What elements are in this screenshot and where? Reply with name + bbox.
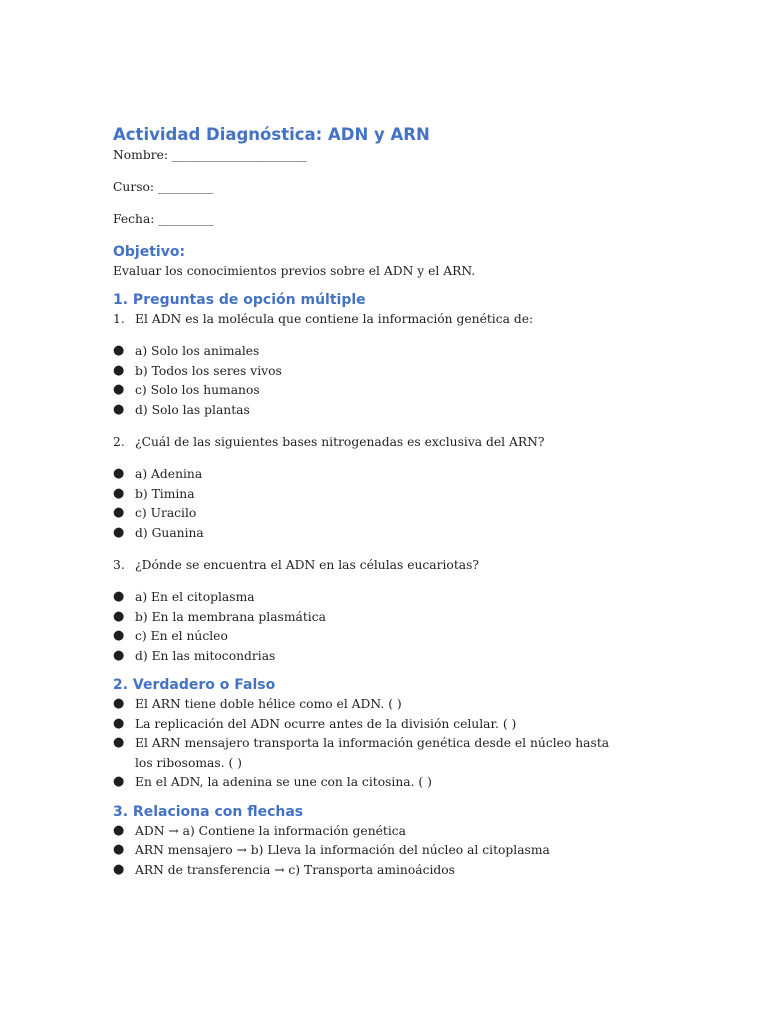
field-fecha: Fecha: _________ [113,212,214,226]
list-item [113,822,713,842]
list-item [113,381,713,401]
match-list [113,822,713,881]
statement-text: En el ADN, la adenina se une con la citosina. ( ) [135,775,432,789]
bullet-icon: ● [113,696,125,711]
bullet-icon: ● [113,362,125,378]
bullet-icon: ● [113,505,125,520]
list-item [113,504,713,524]
options-list-3 [113,588,713,666]
option-text: b) Timina [135,486,195,501]
bullet-icon: ● [113,842,125,857]
field-curso: Curso: _________ [113,180,214,194]
bullet-icon: ● [113,647,125,663]
statement-text: El ARN tiene doble hélice como el ADN. ( ) [135,697,402,711]
bullet-icon: ● [113,861,125,877]
bullet-icon: ● [113,608,125,624]
list-item [113,485,713,505]
list-item [113,465,713,485]
list-item [113,524,713,544]
statement-text: El ARN mensajero transporta la información genética desde el núcleo hasta los ribosomas. ( ) [135,736,610,770]
list-item [113,715,713,735]
list-item [113,861,713,881]
option-text: d) En las mitocondrias [135,648,276,663]
list-item [113,588,713,608]
option-text: b) Todos los seres vivos [135,363,282,378]
objetivo-text: Evaluar los conocimientos previos sobre el ADN y el ARN. [113,264,476,278]
question-text: ¿Dónde se encuentra el ADN en las células eucariotas? [135,558,480,572]
bullet-icon: ● [113,628,125,643]
statement-text: La replicación del ADN ocurre antes de la división celular. ( ) [135,716,517,731]
question-number: 2. [113,435,125,449]
list-item [113,342,713,362]
list-item [113,773,713,793]
bullet-icon: ● [113,485,125,501]
option-text: a) Solo los animales [135,344,260,358]
list-item [113,695,713,715]
question-1 [113,310,713,329]
bullet-icon: ● [113,735,125,750]
page-title: Actividad Diagnóstica: ADN y ARN [113,125,430,144]
document-content [113,124,713,880]
option-text: d) Guanina [135,525,204,540]
option-text: a) En el citoplasma [135,590,255,604]
bullet-icon: ● [113,524,125,540]
option-text: c) Uracilo [135,506,197,520]
option-text: c) En el núcleo [135,629,228,643]
field-nombre: Nombre: ______________________ [113,148,308,162]
question-text: ¿Cuál de las siguientes bases nitrogenadas es exclusiva del ARN? [135,435,545,449]
list-item [113,627,713,647]
option-text: c) Solo los humanos [135,383,260,397]
option-text: d) Solo las plantas [135,402,250,417]
question-2 [113,433,713,452]
option-text: a) Adenina [135,467,203,481]
question-number: 3. [113,558,125,572]
list-item [113,734,713,773]
bullet-icon: ● [113,382,125,397]
heading-objetivo: Objetivo: [113,244,186,260]
question-text: El ADN es la molécula que contiene la información genética de: [135,312,534,326]
bullet-icon: ● [113,715,125,731]
bullet-icon: ● [113,589,125,604]
list-item [113,362,713,382]
heading-section-1: 1. Preguntas de opción múltiple [113,292,366,308]
options-list-1 [113,342,713,420]
list-item [113,841,713,861]
heading-section-3: 3. Relaciona con flechas [113,803,304,820]
bullet-icon: ● [113,466,125,481]
bullet-icon: ● [113,343,125,358]
option-text: b) En la membrana plasmática [135,609,326,624]
options-list-2 [113,465,713,543]
heading-section-2: 2. Verdadero o Falso [113,677,276,693]
list-item [113,401,713,421]
bullet-icon: ● [113,401,125,417]
question-number: 1. [113,312,125,326]
question-3 [113,556,713,575]
bullet-icon: ● [113,822,125,838]
list-item [113,608,713,628]
bullet-icon: ● [113,774,125,789]
match-text: ADN → a) Contiene la información genética [135,823,406,838]
true-false-list [113,695,713,793]
match-text: ARN de transferencia → c) Transporta aminoácidos [135,862,455,877]
match-text: ARN mensajero → b) Lleva la información del núcleo al citoplasma [135,843,550,857]
list-item [113,647,713,667]
